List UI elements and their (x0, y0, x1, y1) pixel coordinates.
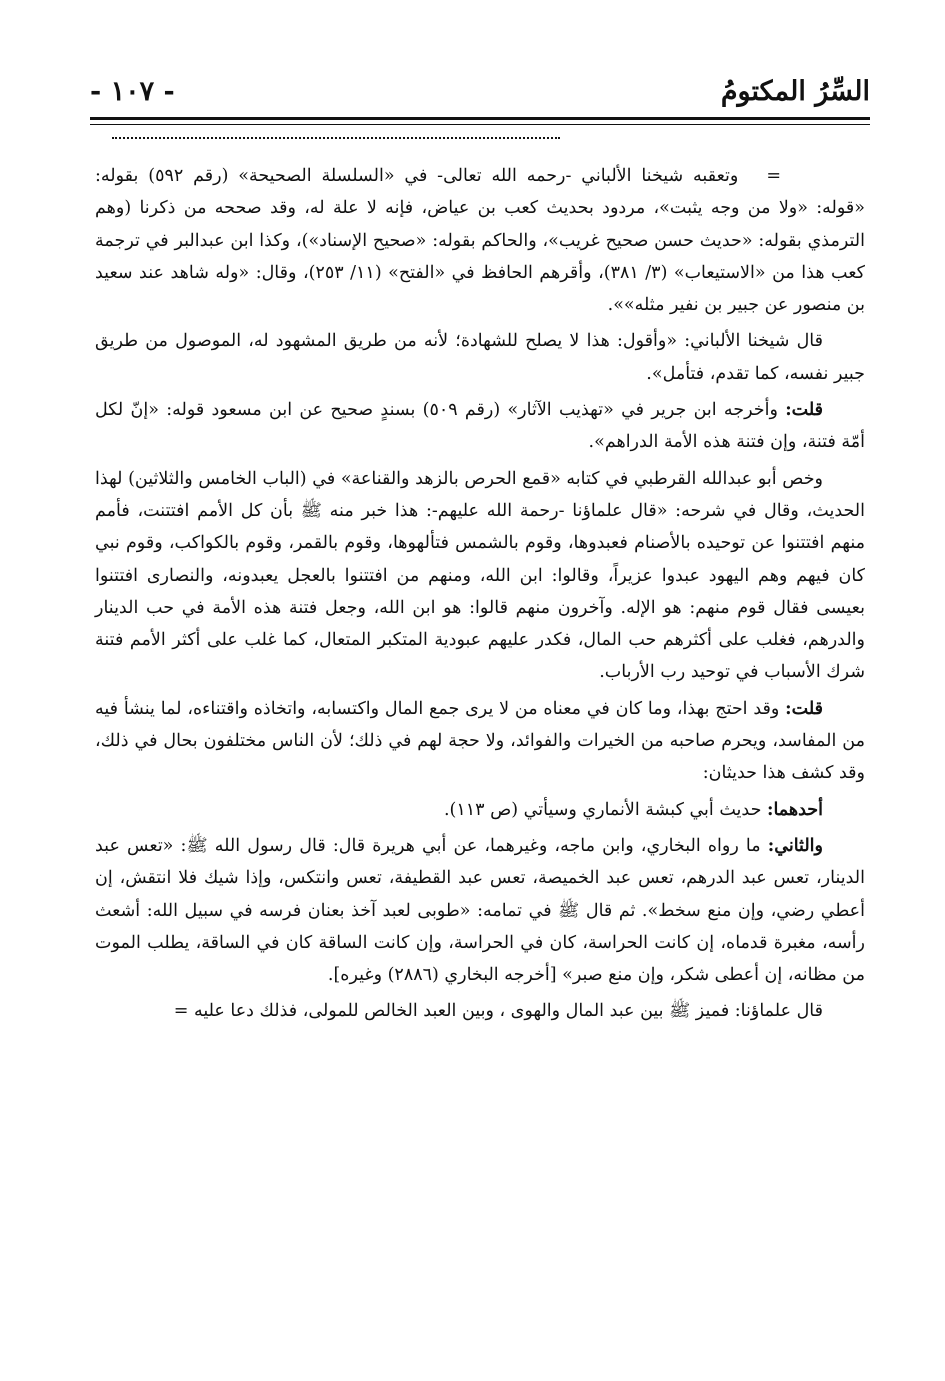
paragraph-6 (95, 794, 865, 826)
paragraph-5 (95, 693, 865, 790)
paragraph-5-lead: قلت: (785, 698, 823, 719)
page-number: - ١٠٧ - (90, 76, 175, 107)
paragraph-1 (95, 160, 865, 321)
paragraph-7 (95, 830, 865, 991)
paragraph-8 (95, 995, 865, 1027)
paragraph-6-text: حديث أبي كبشة الأنماري وسيأتي (ص ١١٣). (443, 799, 762, 820)
header-rule-thick (90, 117, 870, 120)
paragraph-4-text: وخص أبو عبدالله القرطبي في كتابه «قمع الحرص بالزهد والقناعة» في (الباب الخامس والثلاثين) لهذا الحديث، وقال في شرحه: «قال علماؤنا -رحمة الله عليهم-: هذا خبر منه ﷺ بأن كل الأمم افتتنت، فأمم منهم افتتنوا عن توحيده بالأصنام فعبدوها، وقوم بالشمس فتألهوها، وقوم بالقمر، وقوم بالكواكب، وقوم نبي كان فيهم وهم اليهود عبدوا عزيراً، وقالوا: ابن الله، ومنهم من افتتنوا بالعجل يعبدونه، والنصارى افتتنوا بعيسى فقال قوم منهم: هو الإله. وآخرون منهم قالوا: هو ابن الله، وجعل فتنة هذه الأمة في حب الدينار والدرهم، فغلب على أكثرهم حب المال، فكدر عليهم عبودية المتكبر المتعال، كما غلب على أكثر الأمم فتنة شرك الأسباب في توحيد رب الأرباب. (95, 468, 865, 683)
page-body (95, 160, 865, 1032)
paragraph-6-lead: أحدهما: (766, 799, 823, 820)
paragraph-3 (95, 394, 865, 459)
paragraph-2 (95, 325, 865, 390)
paragraph-4 (95, 463, 865, 689)
continuation-mark: = (766, 166, 782, 186)
paragraph-7-text: ما رواه البخاري، وابن ماجه، وغيرهما، عن أبي هريرة قال: قال رسول الله ﷺ: «تعس عبد الدينار، تعس عبد الدرهم، تعس عبد الخميصة، تعس عبد القطيفة، تعس وانتكس، وإذا شيك فلا انتقش، إن أعطي رضي، وإن منع سخط». ثم قال ﷺ في تمامه: «طوبى لعبد آخذ بعنان فرسه في سبيل الله: أشعث رأسه، مغبرة قدماه، إن كانت الحراسة، كان في الحراسة، وإن كانت الساقة كان في الساقة، يطلب الموت من مظانه، إن أعطى شكر، وإن منع صبر» [أخرجه البخاري (٢٨٨٦) وغيره]. (95, 835, 865, 986)
header-rule-thin (90, 124, 870, 125)
paragraph-8-text: قال علماؤنا: فميز ﷺ بين عبد المال والهوى ، وبين العبد الخالص للمولى، فذلك دعا عليه = (173, 1001, 823, 1022)
paragraph-3-text: وأخرجه ابن جرير في «تهذيب الآثار» (رقم ٥٠٩) بسندٍ صحيح عن ابن مسعود قوله: «إنّ لكل أمّة فتنة، وإن فتنة هذه الأمة الدراهم». (95, 400, 865, 453)
paragraph-1-text: وتعقبه شيخنا الألباني -رحمه الله تعالى- في «السلسلة الصحيحة» (رقم ٥٩٢) بقوله: «قوله: «ولا من وجه يثبت»، مردود بحديث كعب بن عياض، فإنه لا علة له، وقد صححه من ذكرنا (وهم الترمذي بقوله: «حديث حسن صحيح غريب»، والحاكم بقوله: «صحيح الإسناد»)، وكذا ابن عبدالبر في ترجمة كعب هذا من «الاستيعاب» (٣/ ٣٨١)، وأقرهم الحافظ في «الفتح» (١١/ ٢٥٣)، وقال: «وله شاهد عند سعيد بن منصور عن جبير بن نفير مثله»». (95, 166, 865, 316)
paragraph-7-lead: والثاني: (767, 835, 823, 856)
paragraph-2-text: قال شيخنا الألباني: «وأقول: هذا لا يصلح للشهادة؛ لأنه من طريق المشهود له، الموصول من طريق جبير نفسه، كما تقدم، فتأمل». (95, 331, 865, 384)
page-header (90, 70, 870, 118)
paragraph-3-lead: قلت: (785, 400, 823, 421)
running-title: السِّرُ المكتومُ (720, 76, 870, 107)
paragraph-5-text: وقد احتج بهذا، وما كان في معناه من لا يرى جمع المال واكتسابه، واتخاذه واقتناءه، لما ينشأ فيه من المفاسد، ويحرم صاحبه من الخيرات والفوائد، ولا حجة لهم في ذلك؛ لأن الناس مختلفون بحال في ذلك، وقد كشف هذا حديثان: (95, 698, 865, 784)
footnote-separator (112, 137, 560, 139)
